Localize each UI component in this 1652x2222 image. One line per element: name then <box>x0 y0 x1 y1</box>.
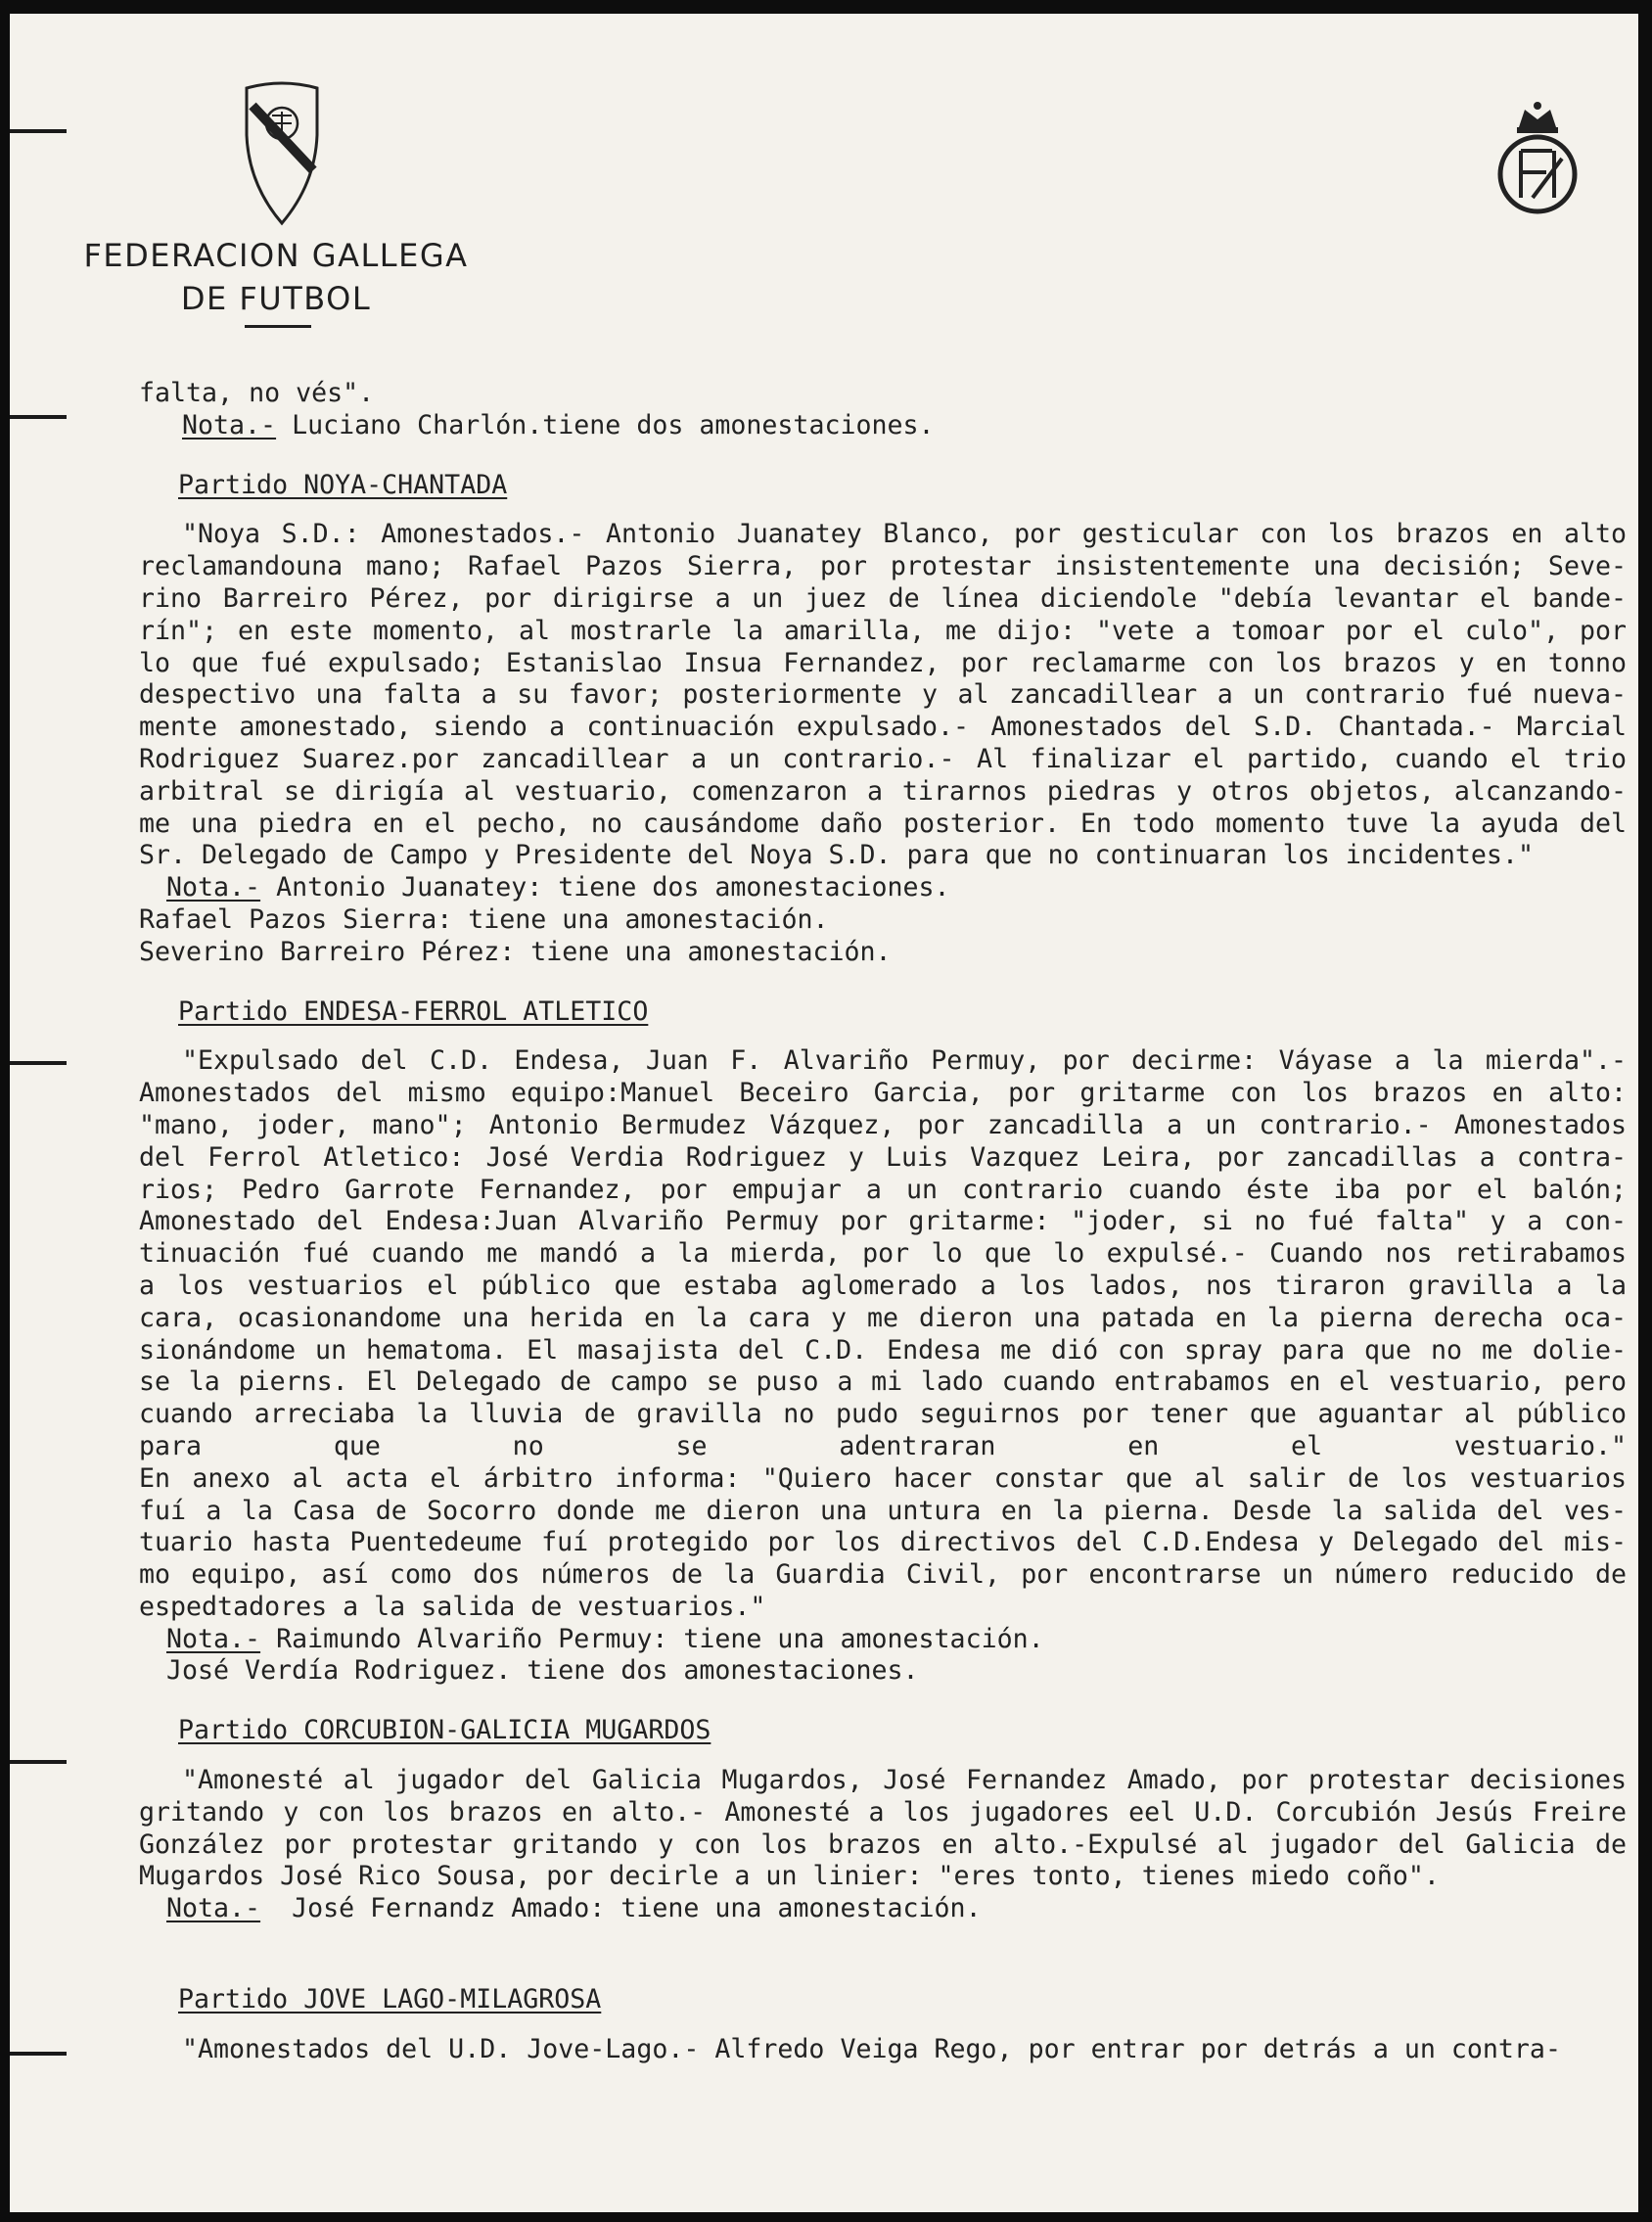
match-report <box>139 1765 1627 1893</box>
report-line: a los vestuarios el público que estaba aglomerado a los lados, nos tiraron gravilla a la <box>139 1270 1627 1301</box>
report-line: Amonestado del Endesa:Juan Alvariño Permuy por gritarme: "joder, si no fué falta" y a con- <box>139 1206 1627 1237</box>
report-line: gritando y con los brazos en alto.- Amonesté a los jugadores eel U.D. Corcubión Jesús Freire <box>139 1796 1627 1828</box>
report-line: "Amonesté al jugador del Galicia Mugardos, José Fernandez Amado, por protestar decisiones <box>182 1765 1627 1796</box>
binder-mark <box>10 2052 67 2056</box>
match-heading: Partido JOVE LAGO-MILAGROSA <box>178 1984 602 2015</box>
nota-line <box>139 1624 1627 1656</box>
org-name-divider <box>245 325 311 328</box>
match-heading: Partido ENDESA-FERROL ATLETICO <box>178 995 649 1027</box>
report-line: tuario hasta Puentedeume fuí protegido por los directivos del C.D.Endesa y Delegado del mis- <box>139 1527 1627 1558</box>
nota-line <box>139 1893 1627 1925</box>
report-line: Mugardos José Rico Sousa, por decirle a un linier: "eres tonto, tienes miedo coño". <box>139 1861 1440 1892</box>
nota-extra-line: José Verdía Rodriguez. tiene dos amonestaciones. <box>166 1655 919 1687</box>
match-report <box>139 519 1627 872</box>
nota-line <box>139 410 1627 442</box>
report-line: cuando arreciaba la lluvia de gravilla no pudo seguirnos por tener que aguantar al público <box>139 1399 1627 1430</box>
binder-mark <box>10 1061 67 1065</box>
report-line: "Noya S.D.: Amonestados.- Antonio Juanatey Blanco, por gesticular con los brazos en alto <box>182 519 1627 550</box>
report-line: "Expulsado del C.D. Endesa, Juan F. Alvariño Permuy, por decirme: Váyase a la mierda".- <box>182 1045 1627 1077</box>
report-line: espedtadores a la salida de vestuarios." <box>139 1591 766 1622</box>
report-line: rino Barreiro Pérez, por dirigirse a un juez de línea diciendole "debía levantar el bande- <box>139 582 1627 614</box>
nota-label: Nota.- <box>166 1893 261 1924</box>
royal-crest-logo <box>1493 100 1582 215</box>
report-line: Sr. Delegado de Campo y Presidente del Noya S.D. para que no continuaran los incidentes." <box>139 840 1534 871</box>
nota-text: Raimundo Alvariño Permuy: tiene una amonestación. <box>260 1623 1044 1654</box>
document-page <box>10 14 1638 2212</box>
nota-extra-line: Rafael Pazos Sierra: tiene una amonestación. <box>139 903 829 935</box>
report-line: En anexo al acta el árbitro informa: "Quiero hacer constar que al salir de los vestuarios <box>139 1462 1627 1494</box>
report-line: tinuación fué cuando me mandó a la mierda, por lo que lo expulsé.- Cuando nos retirabamos <box>139 1238 1627 1270</box>
report-line: del Ferrol Atletico: José Verdia Rodriguez y Luis Vazquez Leira, por zancadillas a contra- <box>139 1141 1627 1173</box>
report-line: Rodriguez Suarez.por zancadillear a un contrario.- Al finalizar el partido, cuando el trio <box>139 743 1627 774</box>
report-line: cara, ocasionandome una herida en la cara y me dieron una patada en la pierna derecha oca- <box>139 1302 1627 1333</box>
match-report <box>139 1045 1627 1623</box>
nota-text: Antonio Juanatey: tiene dos amonestaciones. <box>260 872 950 903</box>
binder-mark <box>10 1760 67 1764</box>
report-line: sionándome un hematoma. El masajista del C.D. Endesa me dió con spray para que no me dolie- <box>139 1334 1627 1366</box>
report-line: reclamandouna mano; Rafael Pazos Sierra, por protestar insistentemente una decisión; Seve- <box>139 551 1627 582</box>
report-line: me una piedra en el pecho, no causándome daño posterior. En todo momento tuve la ayuda del <box>139 808 1627 839</box>
nota-label: Nota.- <box>166 872 261 903</box>
nota-label: Nota.- <box>166 1623 261 1654</box>
nota-label: Nota.- <box>182 409 277 440</box>
match-report <box>139 2034 1627 2066</box>
report-line: mo equipo, así como dos números de la Guardia Civil, por encontrarse un número reducido de <box>139 1559 1627 1591</box>
report-line: "Amonestados del U.D. Jove-Lago.- Alfredo Veiga Rego, por entrar por detrás a un contra- <box>182 2033 1561 2064</box>
org-name-line2: DE FUTBOL <box>180 280 372 317</box>
report-line: fuí a la Casa de Socorro donde me dieron una untura en la pierna. Desde la salida del ves- <box>139 1495 1627 1526</box>
binder-mark <box>10 415 67 419</box>
document-body <box>139 378 1627 2066</box>
report-line: lo que fué expulsado; Estanislao Insua Fernandez, por reclamarme con los brazos y en tonno <box>139 647 1627 678</box>
nota-extra-line: Severino Barreiro Pérez: tiene una amonestación. <box>139 936 892 967</box>
report-line: "mano, joder, mano"; Antonio Bermudez Vázquez, por zancadilla a un contrario.- Amonestados <box>139 1109 1627 1140</box>
report-line: para que no se adentraran en el vestuario." <box>139 1430 1627 1461</box>
federation-shield-logo <box>239 76 325 229</box>
report-line: Amonestados del mismo equipo:Manuel Beceiro Garcia, por gritarme con los brazos en alto: <box>139 1078 1627 1109</box>
nota-line <box>139 872 1627 904</box>
match-heading: Partido CORCUBION-GALICIA MUGARDOS <box>178 1715 711 1746</box>
binder-mark <box>10 129 67 133</box>
continued-line: falta, no vés". <box>139 378 375 408</box>
match-heading: Partido NOYA-CHANTADA <box>178 469 508 500</box>
org-name-line1: FEDERACION GALLEGA <box>83 237 469 274</box>
nota-text: Luciano Charlón.tiene dos amonestaciones. <box>276 409 935 440</box>
report-line: arbitral se dirigía al vestuario, comenzaron a tirarnos piedras y otros objetos, alcanzando- <box>139 775 1627 807</box>
report-line: rios; Pedro Garrote Fernandez, por empujar a un contrario cuando éste iba por el balón; <box>139 1174 1627 1205</box>
report-line: González por protestar gritando y con los brazos en alto.-Expulsé al jugador del Galicia de <box>139 1829 1627 1860</box>
nota-text: José Fernandz Amado: tiene una amonestación. <box>260 1893 982 1924</box>
report-line: rín"; en este momento, al mostrarle la amarilla, me dijo: "vete a tomoar por el culo", por <box>139 615 1627 646</box>
report-line: se la pierns. El Delegado de campo se puso a mi lado cuando entrabamos en el vestuario, pero <box>139 1366 1627 1398</box>
report-line: mente amonestado, siendo a continuación expulsado.- Amonestados del S.D. Chantada.- Marcial <box>139 712 1627 743</box>
report-line: despectivo una falta a su favor; posteriormente y al zancadillear a un contrario fué nueva- <box>139 679 1627 711</box>
